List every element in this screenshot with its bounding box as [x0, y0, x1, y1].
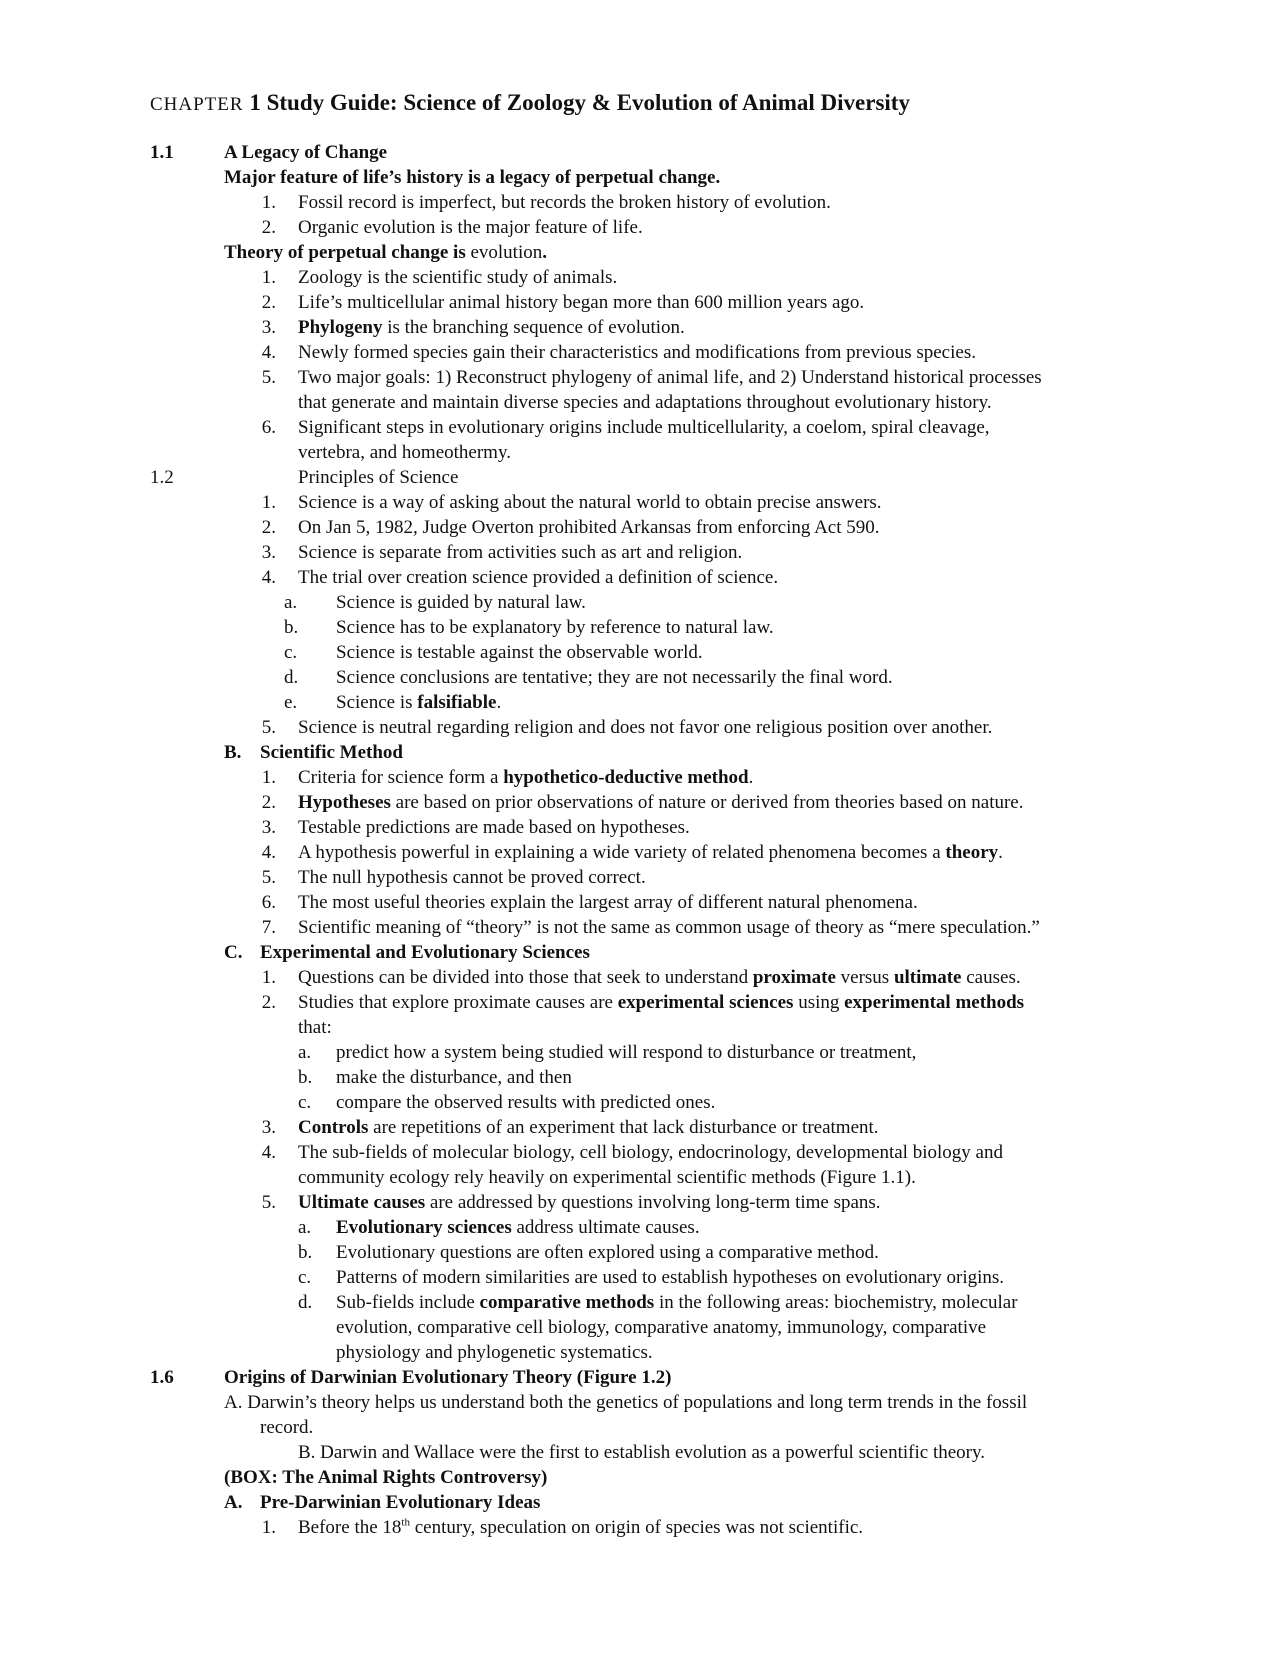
list-item: Life’s multicellular animal history began more than 600 million years ago.: [298, 292, 865, 313]
list-item: Fossil record is imperfect, but records the broken history of evolution.: [298, 192, 831, 213]
sublist-item: Science has to be explanatory by reference to natural law.: [336, 617, 774, 638]
list-item: Science is neutral regarding religion and does not favor one religious position over another.: [298, 717, 993, 738]
sublist-item: Science is guided by natural law.: [336, 592, 586, 613]
list-item: The sub-fields of molecular biology, cell biology, endocrinology, developmental biology and: [298, 1142, 1003, 1163]
list-item-continuation: vertebra, and homeothermy.: [298, 442, 511, 463]
list-item: Studies that explore proximate causes are experimental sciences using experimental methods: [298, 992, 1025, 1013]
section-number-1-2: 1.2: [150, 467, 174, 488]
sublist-marker: d.: [298, 1292, 313, 1313]
list-item-continuation: community ecology rely heavily on experimental scientific methods (Figure 1.1).: [298, 1167, 916, 1188]
list-item: Scientific meaning of “theory” is not the same as common usage of theory as “mere speculation.”: [298, 917, 1040, 938]
list-marker: 5.: [261, 367, 276, 388]
section-heading-legacy: A Legacy of Change: [224, 142, 388, 163]
page-title: [150, 90, 910, 116]
sublist-item: Science is testable against the observable world.: [336, 642, 703, 663]
list-item: Newly formed species gain their characteristics and modifications from previous species.: [298, 342, 976, 363]
sublist-item: make the disturbance, and then: [336, 1067, 572, 1088]
sublist-marker: b.: [298, 1067, 313, 1088]
list-marker: 5.: [261, 1192, 276, 1213]
subsection-heading-pre-darwinian: Pre-Darwinian Evolutionary Ideas: [260, 1492, 541, 1513]
sublist-item: predict how a system being studied will respond to disturbance or treatment,: [336, 1042, 917, 1063]
sublist-marker: c.: [284, 642, 298, 663]
list-marker: 1.: [261, 192, 276, 213]
list-marker: 4.: [261, 1142, 276, 1163]
title-text: 1 Study Guide: Science of Zoology & Evolution of Animal Diversity: [249, 90, 910, 115]
list-marker: 3.: [261, 317, 276, 338]
subsection-label-c: C.: [224, 942, 243, 963]
sublist-marker: a.: [298, 1217, 312, 1238]
list-item: Science is separate from activities such as art and religion.: [298, 542, 743, 563]
list-marker: 1.: [261, 1517, 276, 1538]
list-marker: 4.: [261, 567, 276, 588]
sublist-item-continuation: evolution, comparative cell biology, comparative anatomy, immunology, comparative: [336, 1317, 987, 1338]
section-number-1-6: 1.6: [150, 1367, 174, 1388]
list-marker: 6.: [261, 892, 276, 913]
list-item: On Jan 5, 1982, Judge Overton prohibited Arkansas from enforcing Act 590.: [298, 517, 880, 538]
sublist-marker: a.: [298, 1042, 312, 1063]
list-item: Before the 18th century, speculation on origin of species was not scientific.: [298, 1516, 864, 1538]
list-marker: 3.: [261, 542, 276, 563]
list-item: Organic evolution is the major feature of life.: [298, 217, 643, 238]
list-marker: 2.: [261, 217, 276, 238]
list-item: Significant steps in evolutionary origins include multicellularity, a coelom, spiral cleavage,: [298, 417, 990, 438]
subsection-label-b: B.: [224, 742, 242, 763]
list-item: A hypothesis powerful in explaining a wide variety of related phenomena becomes a theory.: [298, 842, 1003, 863]
list-item: Questions can be divided into those that seek to understand proximate versus ultimate causes.: [298, 967, 1021, 988]
list-item: Ultimate causes are addressed by questions involving long-term time spans.: [298, 1192, 881, 1213]
list-item: The trial over creation science provided a definition of science.: [298, 567, 779, 588]
list-marker: 2.: [261, 792, 276, 813]
list-item: Testable predictions are made based on hypotheses.: [298, 817, 690, 838]
list-marker: 4.: [261, 842, 276, 863]
subsection-label-a: A.: [224, 1492, 243, 1513]
sublist-item: Evolutionary questions are often explored using a comparative method.: [336, 1242, 879, 1263]
sublist-marker: e.: [284, 692, 298, 713]
list-marker: 3.: [261, 1117, 276, 1138]
list-item: Zoology is the scientific study of animals.: [298, 267, 618, 288]
list-item: Hypotheses are based on prior observations of nature or derived from theories based on nature.: [298, 792, 1024, 813]
list-marker: 3.: [261, 817, 276, 838]
sublist-item: Patterns of modern similarities are used to establish hypotheses on evolutionary origins.: [336, 1267, 1005, 1288]
list-item: The most useful theories explain the largest array of different natural phenomena.: [298, 892, 918, 913]
sublist-item: Evolutionary sciences address ultimate causes.: [336, 1217, 700, 1238]
section-number-1-1: 1.1: [150, 142, 174, 163]
paragraph-b: B. Darwin and Wallace were the first to establish evolution as a powerful scientific theory.: [298, 1442, 986, 1463]
list-item: Two major goals: 1) Reconstruct phylogeny of animal life, and 2) Understand historical processes: [298, 367, 1042, 388]
sublist-item-continuation: physiology and phylogenetic systematics.: [336, 1342, 653, 1363]
list-item: The null hypothesis cannot be proved correct.: [298, 867, 646, 888]
list-marker: 7.: [261, 917, 276, 938]
sublist-marker: b.: [298, 1242, 313, 1263]
list-marker: 1.: [261, 967, 276, 988]
sublist-marker: c.: [298, 1267, 312, 1288]
subsection-heading-experimental: Experimental and Evolutionary Sciences: [260, 942, 590, 963]
sublist-item: compare the observed results with predicted ones.: [336, 1092, 716, 1113]
list-marker: 2.: [261, 517, 276, 538]
list-marker: 6.: [261, 417, 276, 438]
sublist-marker: b.: [284, 617, 299, 638]
subheading-major-feature: Major feature of life’s history is a legacy of perpetual change.: [224, 167, 721, 188]
section-heading-origins: Origins of Darwinian Evolutionary Theory (Figure 1.2): [224, 1367, 672, 1388]
list-marker: 2.: [261, 292, 276, 313]
title-prefix: CHAPTER: [150, 94, 244, 115]
subsection-heading-scientific-method: Scientific Method: [260, 742, 404, 763]
list-marker: 1.: [261, 492, 276, 513]
list-item-continuation: that:: [298, 1017, 332, 1038]
list-item: Phylogeny is the branching sequence of evolution.: [298, 317, 685, 338]
sublist-marker: a.: [284, 592, 298, 613]
list-item: Science is a way of asking about the natural world to obtain precise answers.: [298, 492, 882, 513]
sublist-marker: c.: [298, 1092, 312, 1113]
list-marker: 1.: [261, 267, 276, 288]
sublist-item: Science conclusions are tentative; they are not necessarily the final word.: [336, 667, 893, 688]
list-marker: 2.: [261, 992, 276, 1013]
section-heading-principles: Principles of Science: [298, 467, 459, 488]
list-marker: 4.: [261, 342, 276, 363]
sublist-marker: d.: [284, 667, 299, 688]
paragraph-a: A. Darwin’s theory helps us understand both the genetics of populations and long term trends in the fossil: [224, 1392, 1028, 1413]
sublist-item: Sub-fields include comparative methods in the following areas: biochemistry, molecular: [336, 1292, 1018, 1313]
paragraph-a-continuation: record.: [260, 1417, 314, 1438]
list-item-continuation: that generate and maintain diverse species and adaptations throughout evolutionary history.: [298, 392, 992, 413]
box-note: (BOX: The Animal Rights Controversy): [224, 1467, 548, 1488]
list-item: Criteria for science form a hypothetico-deductive method.: [298, 767, 754, 788]
list-marker: 1.: [261, 767, 276, 788]
list-item: Controls are repetitions of an experiment that lack disturbance or treatment.: [298, 1117, 879, 1138]
sublist-item: Science is falsifiable.: [336, 692, 502, 713]
subheading-theory: Theory of perpetual change is evolution.: [224, 242, 547, 263]
list-marker: 5.: [261, 717, 276, 738]
list-marker: 5.: [261, 867, 276, 888]
